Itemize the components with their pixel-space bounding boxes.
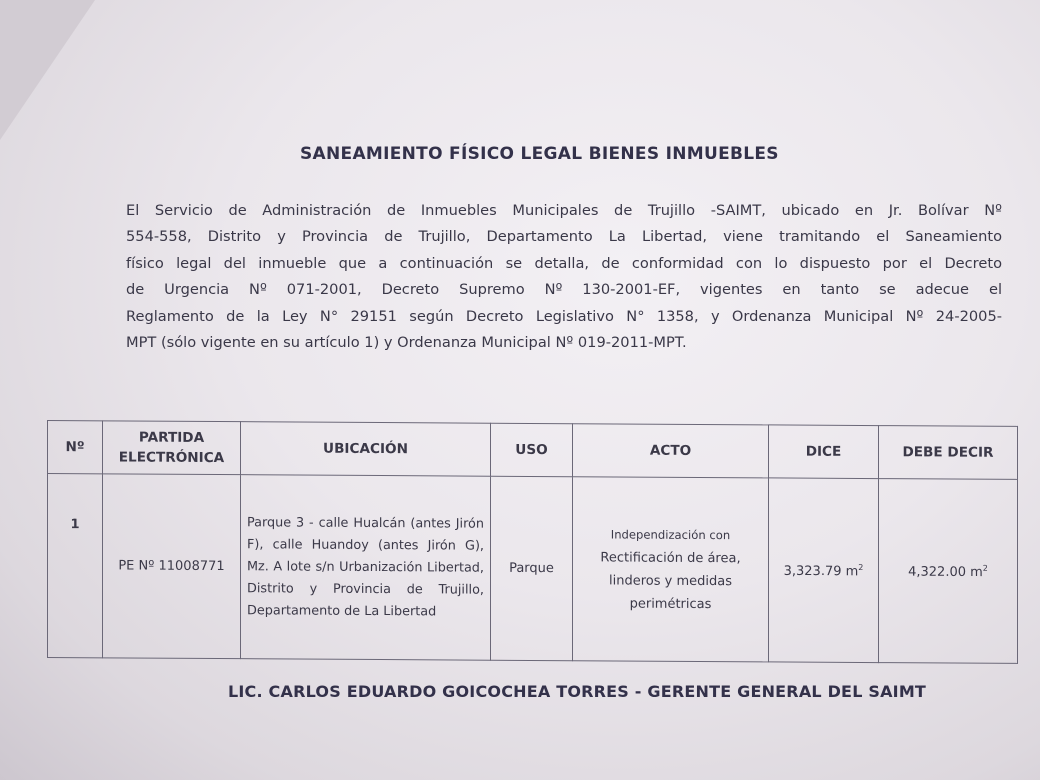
header-ubicacion: UBICACIÓN (241, 422, 491, 477)
intro-line: El Servicio de Administración de Inmuebles Municipales de Trujillo -SAIMT, ubicado en Jr. Bolívar Nº (126, 202, 1002, 219)
header-debe-decir: DEBE DECIR (879, 426, 1018, 480)
header-dice: DICE (769, 425, 879, 479)
cell-ubicacion: Parque 3 - calle Hualcán (antes Jirón F), calle Huandoy (antes Jirón G), Mz. A lote s/n Urbanización Libertad, Distrito y Provincia de Trujillo, Departamento de La Libertad (241, 475, 491, 661)
property-table (47, 420, 1018, 664)
page-corner-shadow (0, 0, 95, 140)
header-acto: ACTO (573, 424, 769, 478)
cell-debe-decir (879, 479, 1018, 664)
document-title: SANEAMIENTO FÍSICO LEGAL BIENES INMUEBLES (300, 144, 779, 164)
acto-line: Independización con (610, 526, 731, 542)
debe-decir-value: 4,322.00 m (908, 564, 983, 581)
intro-line: de Urgencia Nº 071-2001, Decreto Supremo Nº 130-2001-EF, vigentes en tanto se adecue el (126, 281, 1002, 299)
acto-line: Rectificación de área, (600, 549, 741, 566)
intro-line: Reglamento de la Ley N° 29151 según Decreto Legislativo N° 1358, y Ordenanza Municipal Nº 24-2005- (126, 307, 1002, 325)
intro-line: MPT (sólo vigente en su artículo 1) y Ordenanza Municipal Nº 019-2011-MPT. (126, 334, 687, 352)
cell-num: 1 (48, 474, 103, 658)
table-row (48, 474, 1018, 664)
table-header-row (48, 421, 1018, 480)
cell-partida: PE Nº 11008771 (103, 474, 241, 659)
header-num: Nº (48, 421, 103, 474)
cell-acto (573, 477, 769, 662)
acto-line: perimétricas (629, 596, 712, 612)
header-partida (103, 421, 241, 475)
header-partida-line1: PARTIDA (138, 429, 205, 446)
signature-line: LIC. CARLOS EDUARDO GOICOCHEA TORRES - GERENTE GENERAL DEL SAIMT (228, 682, 927, 701)
intro-line: físico legal del inmueble que a continuación se detalla, de conformidad con lo dispuesto por el Decreto (126, 254, 1002, 272)
intro-line: 554-558, Distrito y Provincia de Trujillo, Departamento La Libertad, viene tramitando el Saneamiento (126, 228, 1002, 246)
debe-decir-unit-exponent: 2 (982, 564, 988, 574)
header-uso: USO (491, 423, 573, 477)
dice-unit-exponent: 2 (858, 563, 864, 573)
header-partida-line2: ELECTRÓNICA (118, 449, 225, 467)
acto-line: linderos y medidas (609, 572, 732, 589)
cell-uso: Parque (491, 476, 573, 661)
intro-paragraph (126, 198, 1002, 356)
cell-dice (769, 478, 879, 663)
dice-value: 3,323.79 m (783, 564, 859, 580)
